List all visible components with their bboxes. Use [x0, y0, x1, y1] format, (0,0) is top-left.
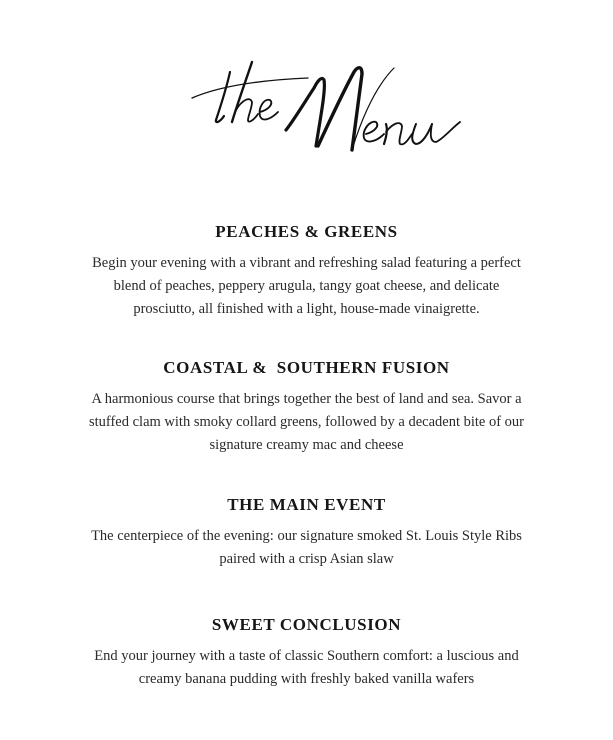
section-heading: THE MAIN EVENT: [227, 495, 386, 514]
section-heading: COASTAL & SOUTHERN FUSION: [163, 358, 450, 377]
script-title-artwork: [190, 50, 480, 170]
section-heading: SWEET CONCLUSION: [211, 615, 402, 634]
menu-section-main-event: [0, 495, 613, 571]
section-description: A harmonious course that brings together the best of land and sea. Savor a stuffed clam with smoky collard greens, followed by a decadent bite of our signature creamy mac and cheese: [88, 391, 524, 453]
menu-section-peaches-greens: [0, 222, 613, 321]
menu-section-sweet-conclusion: [0, 615, 613, 691]
section-description: Begin your evening with a vibrant and refreshing salad featuring a perfect blend of peaches, peppery arugula, tangy goat cheese, and delicate prosciutto, all finished with a light, house-made vinaigrette.: [92, 255, 521, 317]
section-heading: PEACHES & GREENS: [215, 222, 398, 241]
section-description: The centerpiece of the evening: our signature smoked St. Louis Style Ribs paired with a crisp Asian slaw: [91, 528, 522, 567]
section-description: End your journey with a taste of classic Southern comfort: a luscious and creamy banana pudding with freshly baked vanilla wafers: [94, 648, 519, 687]
menu-title: [190, 50, 480, 170]
menu-section-coastal-southern-fusion: [0, 358, 613, 457]
